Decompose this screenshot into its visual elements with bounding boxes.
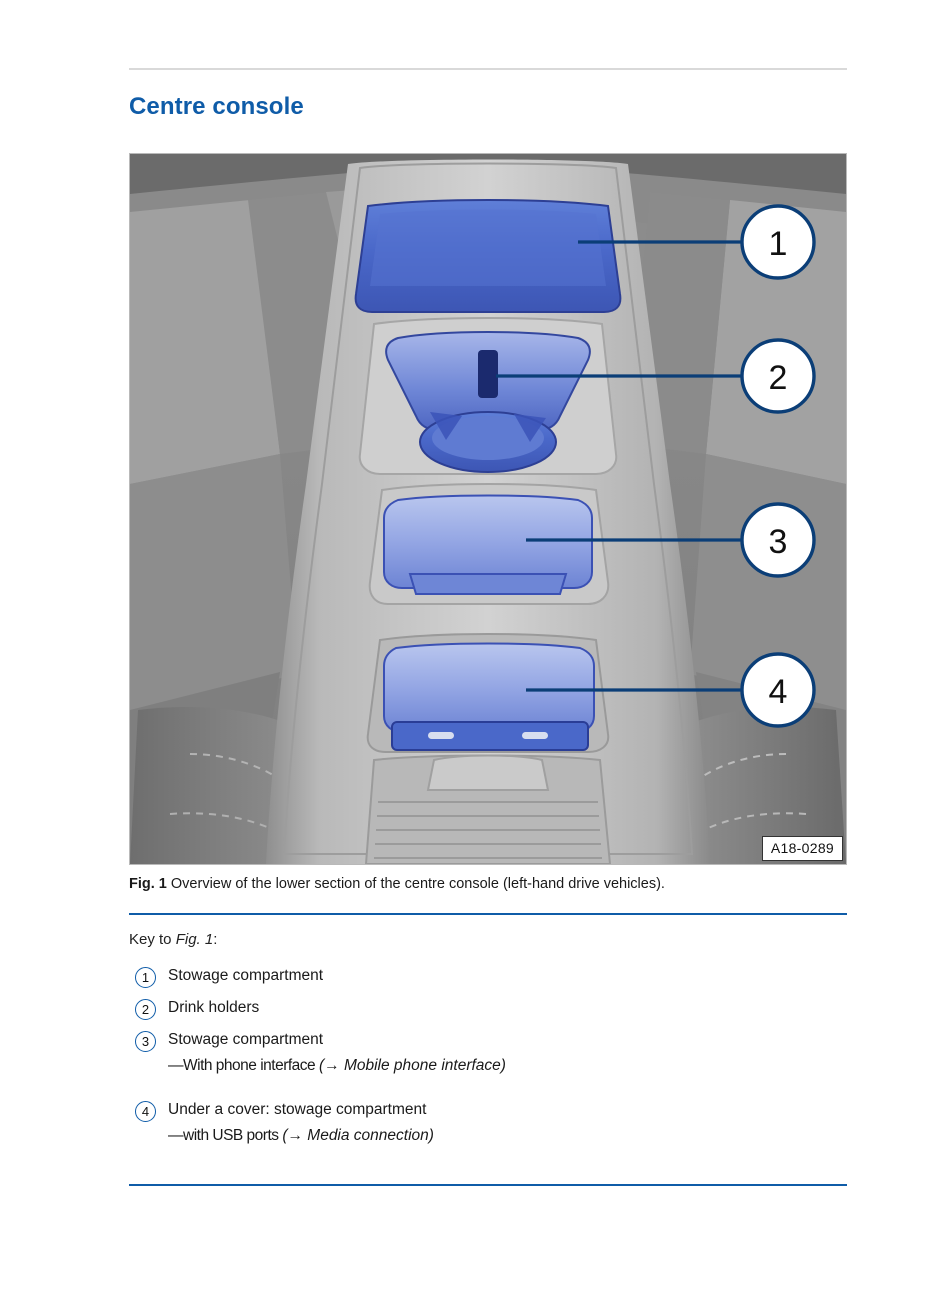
- key-item-4-sub: [168, 1121, 859, 1151]
- svg-text:3: 3: [768, 523, 788, 561]
- header-divider: [129, 68, 847, 70]
- key-intro: [129, 931, 217, 948]
- key-callout-2: 2: [135, 999, 156, 1020]
- svg-text:2: 2: [768, 359, 788, 397]
- key-section-top-divider: [129, 913, 847, 915]
- key-intro-prefix: Key to: [129, 931, 176, 948]
- key-item-3: [129, 1029, 859, 1081]
- figure-callout-3: [742, 504, 814, 576]
- figure-callout-1: [742, 206, 814, 278]
- key-callout-1: 1: [135, 967, 156, 988]
- svg-text:1: 1: [768, 225, 788, 263]
- centre-console-illustration: [130, 154, 846, 864]
- key-item-3-cross-reference[interactable]: (→ Mobile phone interface): [318, 1057, 506, 1074]
- key-section-bottom-divider: [129, 1184, 847, 1186]
- figure-callout-2: [742, 340, 814, 412]
- svg-text:4: 4: [768, 673, 788, 711]
- figure-code-label: A18-0289: [762, 836, 843, 861]
- figure-callout-4: [742, 654, 814, 726]
- key-item-2: [129, 997, 859, 1023]
- key-callout-3: 3: [135, 1031, 156, 1052]
- key-item-4-sub-text: —with USB ports: [168, 1127, 283, 1144]
- figure-caption-label: Fig. 1: [129, 876, 167, 892]
- key-item-3-label: Stowage compartment: [168, 1031, 324, 1048]
- key-list: [129, 965, 859, 1157]
- page-title: Centre console: [129, 93, 304, 120]
- key-callout-4: 4: [135, 1101, 156, 1122]
- key-intro-reference: Fig. 1: [175, 931, 214, 948]
- key-item-3-sub: [168, 1051, 859, 1081]
- key-item-4-cross-reference[interactable]: (→ Media connection): [282, 1127, 434, 1144]
- figure-centre-console: [129, 153, 847, 865]
- key-item-4-label: Under a cover: stowage compartment: [168, 1101, 427, 1118]
- key-item-1-label: Stowage compartment: [168, 967, 324, 984]
- key-item-4: [129, 1099, 859, 1151]
- key-item-2-label: Drink holders: [168, 999, 260, 1016]
- key-item-1: [129, 965, 859, 991]
- figure-caption-text: Overview of the lower section of the centre console (left-hand drive vehicles).: [170, 876, 665, 892]
- figure-caption: [129, 876, 859, 892]
- key-intro-suffix: :: [213, 931, 218, 948]
- key-item-3-sub-text: —With phone interface: [168, 1057, 319, 1074]
